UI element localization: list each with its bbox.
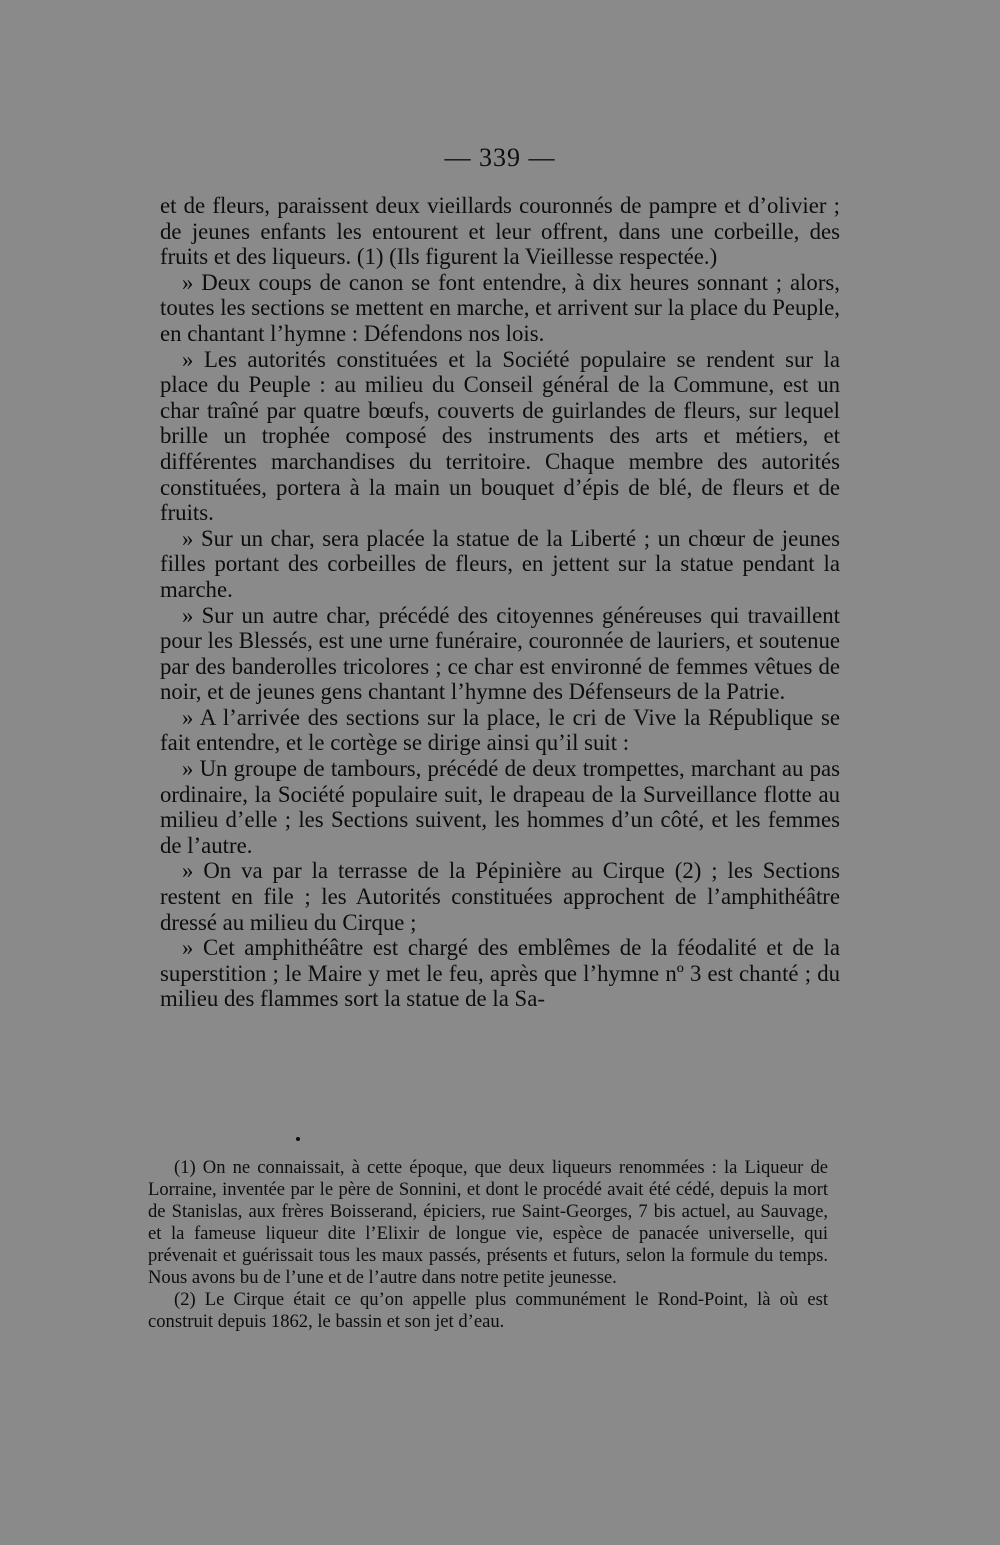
paragraph-8: » On va par la terrasse de la Pépinière au Cirque (2) ; les Sections restent en file ; les Autorités constituées approchent de l’amphithéâtre dressé au milieu du Cirque ; xyxy=(160,858,840,935)
paragraph-4: » Sur un char, sera placée la statue de la Liberté ; un chœur de jeunes filles portant des corbeilles de fleurs, en jettent sur la statue pendant la marche. xyxy=(160,525,840,602)
paragraph-5: » Sur un autre char, précédé des citoyennes généreuses qui travaillent pour les Blessés, est une urne funéraire, couronnée de lauriers, et soutenue par des banderolles tricolores ; ce char est environné de femmes vêtues de noir, et de jeunes gens chantant l’hymne des Défenseurs de la Patrie. xyxy=(160,602,840,705)
main-text xyxy=(160,193,840,1012)
paragraph-7: » Un groupe de tambours, précédé de deux trompettes, marchant au pas ordinaire, la Société populaire suit, le drapeau de la Surveillance flotte au milieu d’elle ; les Sections suivent, les hommes d’un côté, et les femmes de l’autre. xyxy=(160,756,840,858)
paragraph-3: » Les autorités constituées et la Société populaire se rendent sur la place du Peuple : au milieu du Conseil général de la Commune, est un char traîné par quatre bœufs, couverts de guirlandes de fleurs, sur lequel brille un trophée composé des instruments des arts et métiers, et différentes marchandises du territoire. Chaque membre des autorités constituées, portera à la main un bouquet d’épis de blé, de fleurs et de fruits. xyxy=(160,346,840,526)
paragraph-9: » Cet amphithéâtre est chargé des emblêmes de la féodalité et de la superstition ; le Maire y met le feu, après que l’hymne nº 3 est chanté ; du milieu des flammes sort la statue de la Sa- xyxy=(160,935,840,1012)
paragraph-1: et de fleurs, paraissent deux vieillards couronnés de pampre et d’olivier ; de jeunes enfants les entourent et leur offrent, dans une corbeille, des fruits et des liqueurs. (1) (Ils figurent la Vieillesse respectée.) xyxy=(160,193,840,270)
footnote-1: (1) On ne connaissait, à cette époque, que deux liqueurs renommées : la Liqueur de Lorraine, inventée par le père de Sonnini, et dont le procédé avait été cédé, depuis la mort de Stanislas, aux frères Boisserand, épiciers, rue Saint-Georges, 7 bis actuel, au Sauvage, et la fameuse liqueur dite l’Elixir de longue vie, espèce de panacée universelle, qui prévenait et guérissait tous les maux passés, présents et futurs, selon la formule du temps. Nous avons bu de l’une et de l’autre dans notre petite jeunesse. xyxy=(148,1157,828,1288)
page-number: — 339 — xyxy=(444,143,556,172)
footnote-2: (2) Le Cirque était ce qu’on appelle plus communément le Rond-Point, là où est construit depuis 1862, le bassin et son jet d’eau. xyxy=(148,1289,828,1332)
footnotes xyxy=(148,1157,828,1333)
paragraph-6: » A l’arrivée des sections sur la place, le cri de Vive la République se fait entendre, et le cortège se dirige ainsi qu’il suit : xyxy=(160,704,840,756)
paragraph-2: » Deux coups de canon se font entendre, à dix heures sonnant ; alors, toutes les sections se mettent en marche, et arrivent sur la place du Peuple, en chantant l’hymne : Défendons nos lois. xyxy=(160,269,840,346)
print-speck xyxy=(296,1137,300,1141)
